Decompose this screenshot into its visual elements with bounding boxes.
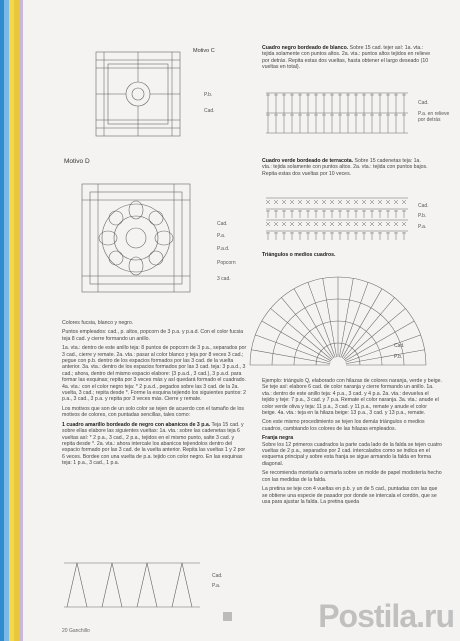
- motif-c-diagram: [88, 42, 188, 152]
- green-square-legend-pa: P.a.: [418, 224, 427, 230]
- page-footer: 20 Ganchillo: [62, 628, 90, 634]
- black-band-body: Sobre los 12 primeros cuadrados la parte cada lado de la falda se tejen cuatro vueltas de 2 p.a., separados por 2 cad. intercalados como se indica en el esquema principal y sobre esta franja se sigue armando la falda en forma diagonal.: [262, 441, 442, 467]
- black-square-body: Sobre 15 cad. tejer así: 1a. vta.: tejida solamente con puntos altos. 2a. vta.: puntos altos tejidos en relieve por detrás. Repita estas dos vueltas, hasta obtener el largo deseado (10 vueltas en total).: [262, 45, 431, 71]
- fans-legend-pa: P.a.: [212, 583, 221, 589]
- left-round-1: 1a. vta.: dentro de este anillo teja: 8 puntos de popcorn de 3 p.a., separados por 3 cad., cierre y remate. 2a. vta.: pasar al color blanco y teja por 8 veces 3 cad.; pegue con p.b. dentro de los espacios formados por las 3 cad. de la vuelta anterior. 3a. vta.: dentro de los espacios formados por las 3 cad. teja: 3 p.a.d., 3 cad.; ahora, dentro del mismo espacio elabore: (3 p.a.d., 3 cad.), 3 p.a.d. para formar las esquinas; repita por 3 veces más y así quedará formado el cuadrado. 4a. vta.: con el color negro teja: * 2 p.a.d., pegados sobre las 3 cad. de la 2a. vuelta, 3 cad.; repita desde *. Forme la esquina tejiendo los siguientes puntos: 2 p.a., 3 cad., 3 p.a. y repita por 3 veces más. Cierre y remate.: [62, 345, 247, 403]
- motif-d-diagram: [76, 178, 196, 303]
- right-recommendation: Se recomienda montarla o armarla sobre un molde de papel modistería hecho con las medidas de la falda.: [262, 470, 442, 483]
- watermark: Postila.ru: [318, 598, 454, 634]
- motif-d-title: Motivo D: [64, 158, 90, 165]
- yellow-square-heading: 1 cuadro amarillo bordeado de negro con abanicos de 3 p.a.: [62, 421, 211, 428]
- black-square-legend-cad: Cad.: [418, 100, 429, 106]
- right-waistband: La pretina se teje con 4 vueltas en p.b. y un de 5 cad., puntadas con las que se obtiene una especie de pasador por donde se intercala el cordón, que se usa para ajustar la falda. La pretina queda: [262, 486, 438, 505]
- watermark-cross-icon: [223, 612, 232, 621]
- green-square-text: [262, 158, 432, 180]
- fans-legend-cad: Cad.: [212, 573, 223, 579]
- right-procedure: Con este mismo procedimiento se tejen los demás triángulos o medios cuadros, cambiando los colores de las hilazas empleados.: [262, 419, 425, 432]
- motif-d-legend-3cad: 3 cad.: [217, 276, 231, 282]
- green-square-legend-cad: Cad.: [418, 203, 429, 209]
- right-column-text: [262, 378, 442, 508]
- motif-d-legend-cad: Cad.: [217, 221, 228, 227]
- page-edge-5: [19, 0, 23, 641]
- motif-c-legend-cad: Cad.: [204, 108, 215, 114]
- motif-c-title: Motivo C: [193, 48, 215, 54]
- black-band-heading: Franja negra: [262, 435, 294, 442]
- left-colors: Colores fucsia, blanco y negro.: [62, 320, 134, 326]
- motif-d-legend-pad: P.a.d.: [217, 246, 230, 252]
- black-square-text: [262, 45, 432, 74]
- yellow-square-body: Teja 15 cad. y sobre ellas elabore las siguientes vueltas: 1a. vta.: sobre las cadenetas teja 6 vueltas así: * 2 p.a., 3 cad., 2 p.a., tejidos en el mismo punto, salte 3 cad. y repita desde *. 2a. vta.: ahora intercale los abanicos tejiendolos dentro del espacio formado por las 3 cad. de la vuelta anterior. Repita las vueltas 1 y 2 por 6 veces. Bordee con una vuelta de p.a. tejido con color negro. En las esquinas teja: 1 p.a., 3 cad., 1 p.a.: [62, 421, 246, 467]
- black-square-diagram: [262, 85, 412, 145]
- motif-c-legend-pb: P.b.: [204, 92, 213, 98]
- triangles-legend-pb: P.b.: [394, 354, 403, 360]
- black-square-legend-pa: P.a. en relieve por detrás: [418, 111, 450, 123]
- green-square-diagram: [262, 192, 412, 242]
- right-example: Ejemplo: triángulo Q, elaborado con hilazas de colores naranja, verde y beige. Se teje así: elabore 6 cad. de color naranja y cierre formando un anillo. 1a. vta.: dentro de este anillo teja: 4 p.a., 3 cad. y 4 p.a. 2a. vta.: devuelva el tejido y teje: 7 p.a., 3 cad. y 7 p.a. Remate el color naranja. 3a. vta.: anude el color verde oliva y teja: 11 p.a., 3 cad. y 11 p.a., remate y anude el color beige. 4a. vta.: teja en la hilaza beige: 13 p.a., 3 cad. y 13 p.a., remate.: [262, 378, 442, 417]
- fans-diagram: [62, 555, 202, 615]
- triangles-heading: Triángulos o medios cuadros.: [262, 252, 336, 258]
- black-square-heading: Cuadro negro bordeado de blanco.: [262, 45, 349, 51]
- triangles-diagram: [278, 265, 428, 375]
- green-square-body: Sobre 15 cadenetas teja: 1a. vta.: tejida solamente con puntos altos. 2a. vta.: tejida con puntos bajos. Repita estas dos vueltas por 10 veces.: [262, 158, 428, 177]
- triangles-legend-cad: Cad.: [394, 343, 405, 349]
- green-square-heading: Cuadro verde bordeado de terracota.: [262, 158, 354, 164]
- left-stitches: Puntos empleados: cad., p. altos, popcorn de 3 p.a. y p.a.d. Con el color fucsia teja 8 cad. y cierre formando un anillo.: [62, 329, 244, 342]
- green-square-legend-pb: P.b.: [418, 213, 427, 219]
- left-paragraph-2: Los motivos que son de un solo color se tejen de acuerdo con el tamaño de los motivos de colores, con puntadas sencillas, tales como:: [62, 405, 244, 419]
- left-column-text: [62, 320, 247, 470]
- motif-d-legend-pa: P.a.: [217, 233, 226, 239]
- motif-d-legend-popcorn: Popcorn: [217, 260, 236, 266]
